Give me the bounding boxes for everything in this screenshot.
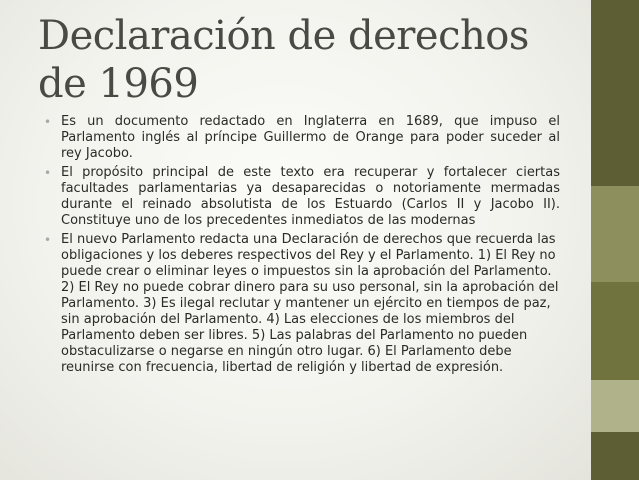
- bullet-dot-icon: •: [44, 115, 52, 129]
- bullet-text: Es un documento redactado en Inglaterra en 1689, que impuso el Parlamento inglés al príncipe Guillermo de Orange para poder suceder al rey Jacobo.: [61, 114, 560, 161]
- sidebar-block: [591, 380, 639, 432]
- sidebar-block: [591, 282, 639, 380]
- bullet-text: El nuevo Parlamento redacta una Declaración de derechos que recuerda las obligaciones y los deberes respectivos del Rey y el Parlamento. 1) El Rey no puede crear o eliminar leyes o impuestos sin la aprobación del Parlamento. 2) El Rey no puede cobrar dinero para su uso personal, sin la aprobación del Parlamento. 3) Es ilegal reclutar y mantener un ejército en tiempos de paz, sin aprobación del Parlamento. 4) Las elecciones de los miembros del Parlamento deben ser libres. 5) Las palabras del Parlamento no pueden obstaculizarse o negarse en ningún otro lugar. 6) El Parlamento debe reunirse con frecuencia, libertad de religión y libertad de expresión.: [61, 232, 559, 375]
- bullet-text: El propósito principal de este texto era recuperar y fortalecer ciertas facultades parlamentarias ya desaparecidas o notoriamente mermadas durante el reinado absolutista de los Estuardo (Carlos II y Jacobo II). Constituye uno de los precedentes inmediatos de las modernas: [61, 165, 560, 228]
- bullet-dot-icon: •: [44, 166, 52, 180]
- list-item: [40, 232, 560, 376]
- sidebar-block: [591, 0, 639, 186]
- slide-title: Declaración de derechos de 1969: [38, 13, 529, 107]
- sidebar-block: [591, 186, 639, 282]
- list-item: [40, 165, 560, 229]
- decorative-sidebar: [591, 0, 639, 480]
- list-item: [40, 114, 560, 162]
- sidebar-block: [591, 432, 639, 480]
- bullet-dot-icon: •: [44, 233, 52, 247]
- bullet-list: [40, 114, 560, 379]
